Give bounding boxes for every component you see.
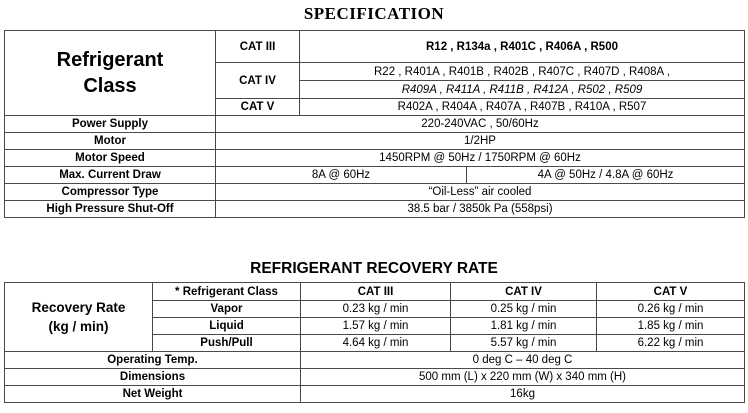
rate-title: REFRIGERANT RECOVERY RATE xyxy=(250,260,498,277)
cat4-label: CAT IV xyxy=(216,63,300,99)
table-cell: 1.57 kg / min xyxy=(301,318,451,335)
recovery-rate-table xyxy=(4,282,745,403)
max-current-label: Max. Current Draw xyxy=(5,167,216,184)
table-cell: 1.85 kg / min xyxy=(597,318,745,335)
motor-value: 1/2HP xyxy=(216,133,745,150)
net-weight-label: Net Weight xyxy=(5,386,301,403)
column-header-cat3: CAT III xyxy=(301,283,451,301)
cat4-value-line2: R409A , R411A , R411B , R412A , R502 , R509 xyxy=(300,81,745,99)
spec-title: SPECIFICATION xyxy=(303,4,445,23)
column-header-cat4: CAT IV xyxy=(451,283,597,301)
power-supply-label: Power Supply xyxy=(5,116,216,133)
column-header-cat5: CAT V xyxy=(597,283,745,301)
table-cell: 0.26 kg / min xyxy=(597,301,745,318)
power-supply-value: 220-240VAC , 50/60Hz xyxy=(216,116,745,133)
cat3-label: CAT III xyxy=(216,31,300,63)
recovery-rate-label: Recovery Rate (kg / min) xyxy=(5,283,153,352)
max-current-value-b: 4A @ 50Hz / 4.8A @ 60Hz xyxy=(467,167,745,184)
row-label-liquid: Liquid xyxy=(153,318,301,335)
refrigerant-class-label: Refrigerant Class xyxy=(5,31,216,116)
row-label-vapor: Vapor xyxy=(153,301,301,318)
cat5-value: R402A , R404A , R407A , R407B , R410A , R507 xyxy=(300,99,745,116)
cat5-label: CAT V xyxy=(216,99,300,116)
motor-label: Motor xyxy=(5,133,216,150)
operating-temp-value: 0 deg C – 40 deg C xyxy=(301,352,745,369)
table-cell: 0.23 kg / min xyxy=(301,301,451,318)
refrigerant-class-header: * Refrigerant Class xyxy=(153,283,301,301)
motor-speed-value: 1450RPM @ 50Hz / 1750RPM @ 60Hz xyxy=(216,150,745,167)
dimensions-value: 500 mm (L) x 220 mm (W) x 340 mm (H) xyxy=(301,369,745,386)
table-cell: 6.22 kg / min xyxy=(597,335,745,352)
hp-shutoff-value: 38.5 bar / 3850k Pa (558psi) xyxy=(216,201,745,218)
row-label-push-pull: Push/Pull xyxy=(153,335,301,352)
max-current-value-a: 8A @ 60Hz xyxy=(216,167,467,184)
compressor-type-value: “Oil-Less” air cooled xyxy=(216,184,745,201)
table-cell: 1.81 kg / min xyxy=(451,318,597,335)
net-weight-value: 16kg xyxy=(301,386,745,403)
table-cell: 5.57 kg / min xyxy=(451,335,597,352)
table-cell: 4.64 kg / min xyxy=(301,335,451,352)
operating-temp-label: Operating Temp. xyxy=(5,352,301,369)
hp-shutoff-label: High Pressure Shut-Off xyxy=(5,201,216,218)
motor-speed-label: Motor Speed xyxy=(5,150,216,167)
specification-table xyxy=(4,30,745,218)
compressor-type-label: Compressor Type xyxy=(5,184,216,201)
dimensions-label: Dimensions xyxy=(5,369,301,386)
cat3-value: R12 , R134a , R401C , R406A , R500 xyxy=(300,31,745,63)
table-cell: 0.25 kg / min xyxy=(451,301,597,318)
cat4-value-line1: R22 , R401A , R401B , R402B , R407C , R407D , R408A , xyxy=(300,63,745,81)
